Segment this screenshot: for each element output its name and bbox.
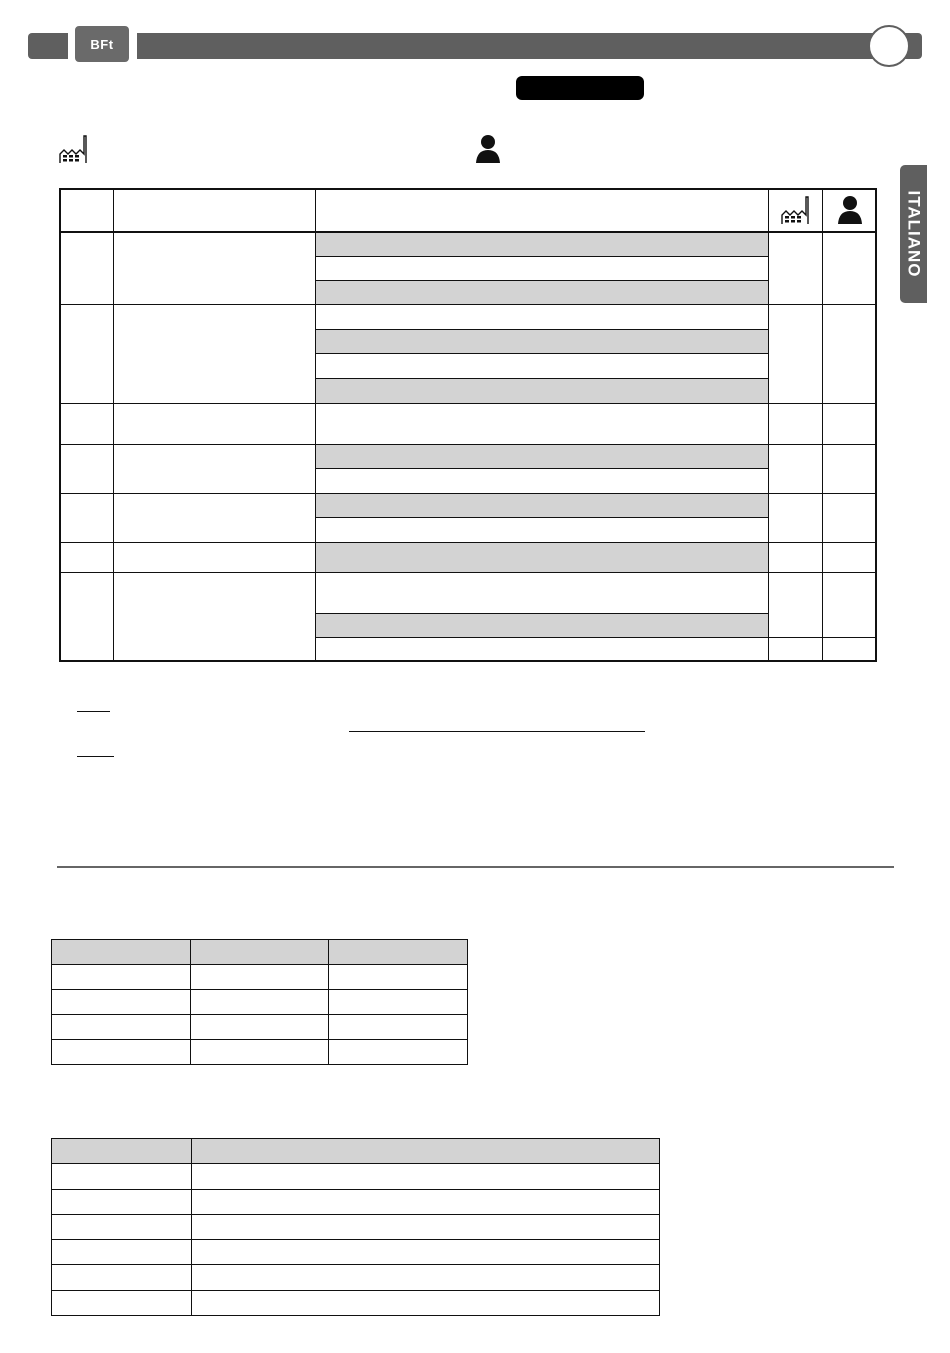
table-cell [52,1265,192,1290]
option-divider [316,353,768,354]
factory-icon [780,195,810,225]
table-row [52,1265,660,1290]
shaded-option-row [316,330,768,353]
col-divider [768,190,769,660]
table-header-row [52,1139,660,1164]
option-divider [768,637,875,638]
table-cell [190,940,329,965]
language-tab-label: ITALIANO [904,190,924,278]
option-divider [316,468,768,469]
option-divider [316,637,768,638]
note-label-underline [77,711,110,712]
table-row [52,1214,660,1239]
table-cell [52,1139,192,1164]
table-cell [192,1139,660,1164]
table-cell [192,1164,660,1189]
bft-logo [75,26,129,62]
table-cell [192,1214,660,1239]
table-row [52,1164,660,1189]
table-row [52,1040,468,1065]
main-parameter-table [59,188,877,662]
table-cell [52,990,191,1015]
section-divider [57,866,894,868]
shaded-option-row [316,281,768,304]
table-row [52,965,468,990]
shaded-option-row [316,379,768,403]
table-cell [52,940,191,965]
table-row [52,1290,660,1315]
table-row-divider [61,304,875,305]
table-cell [52,1290,192,1315]
shaded-option-row [316,543,768,572]
header-bar-left [28,33,68,59]
table-cell [329,990,468,1015]
language-tab[interactable] [900,165,927,303]
table-row [52,1189,660,1214]
table-cell [329,965,468,990]
table-cell [329,1040,468,1065]
user-icon [475,134,501,164]
col-divider [113,190,114,660]
page-number-circle [868,25,910,67]
option-divider [316,256,768,257]
table-cell [52,965,191,990]
table-cell [190,965,329,990]
table-cell [192,1240,660,1265]
note-label-underline [77,756,114,757]
section-title-pill [516,76,644,100]
table-cell [192,1290,660,1315]
shaded-option-row [316,494,768,517]
table-cell [190,1040,329,1065]
col-divider [822,190,823,660]
shaded-option-row [316,233,768,256]
small-table-2 [51,1138,660,1316]
table-cell [52,1240,192,1265]
small-table-1 [51,939,468,1065]
shaded-option-row [316,445,768,468]
table-cell [52,1040,191,1065]
table-cell [192,1189,660,1214]
logo-text: BFt [90,36,114,52]
factory-icon [58,134,88,164]
table-cell [52,1214,192,1239]
table-cell [52,1015,191,1040]
header-bar [137,33,922,59]
table-cell [329,940,468,965]
table-row [52,990,468,1015]
table-cell [329,1015,468,1040]
table-cell [52,1189,192,1214]
table-row [52,1015,468,1040]
table-row-divider [61,572,875,573]
table-cell [190,990,329,1015]
table-cell [192,1265,660,1290]
col-divider [315,190,316,660]
table-row-divider [61,403,875,404]
option-divider [316,517,768,518]
note-emphasis-underline [349,731,645,732]
table-cell [190,1015,329,1040]
table-cell [52,1164,192,1189]
user-icon [837,195,863,225]
table-header-row [52,940,468,965]
table-row [52,1240,660,1265]
shaded-option-row [316,614,768,637]
